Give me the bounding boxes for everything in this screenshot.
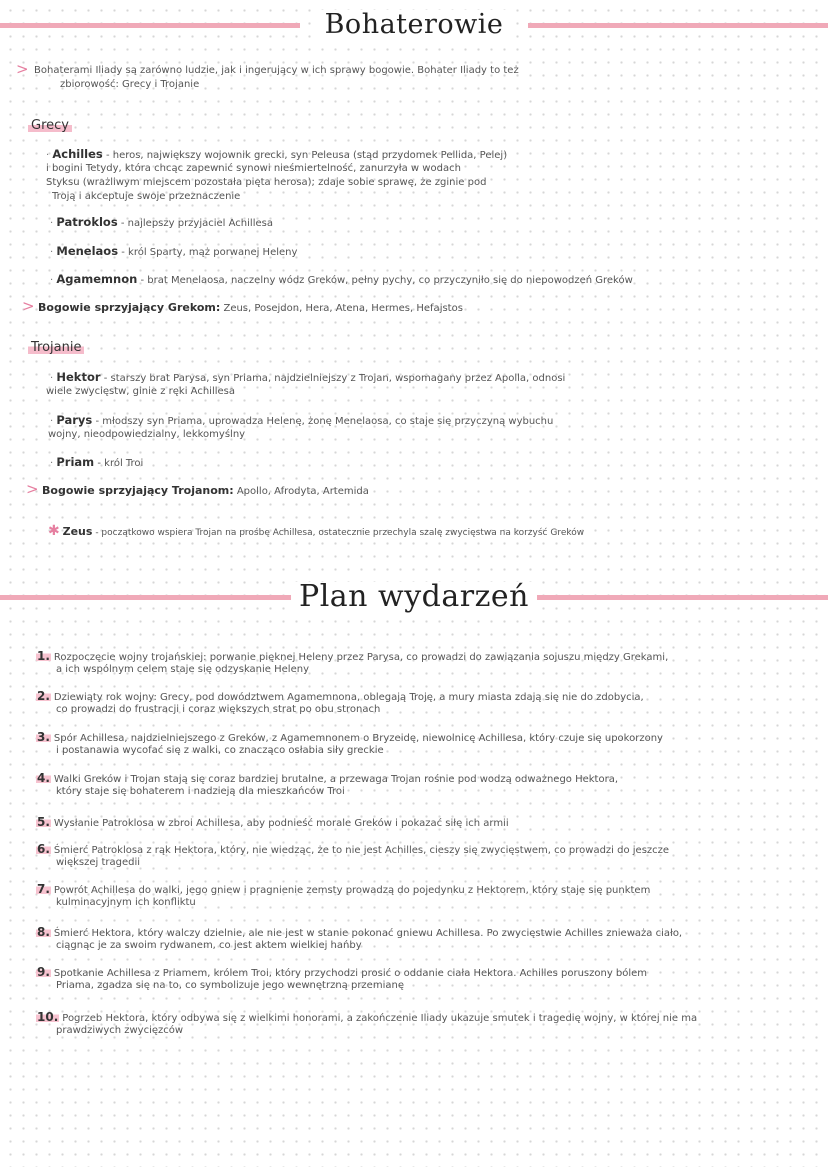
asterisk-icon: ✱	[48, 523, 60, 539]
achilles-desc-1: - heros, największy wojownik grecki, syn Peleusa (stąd przydomek Pellida, Pelej)	[105, 150, 508, 161]
event-text: Spotkanie Achillesa z Priamem, królem Troi, który przychodzi prosić o oddanie ciała Hektora. Achilles poruszony bólem	[53, 968, 648, 979]
bullet-icon: ·	[50, 458, 54, 469]
event-number: 2.	[37, 689, 50, 703]
menelaos-desc: - król Sparty, mąż porwanej Heleny	[121, 247, 298, 258]
heading-trojanie: Trojanie	[28, 340, 84, 355]
event-item	[36, 731, 776, 757]
zeus-note-line	[48, 525, 584, 539]
priam-line	[50, 456, 143, 470]
title-divider-right	[503, 595, 828, 600]
section-title-band	[0, 10, 828, 40]
intro-line-1: Bohaterami Iliady są zarówno ludzie, jak i ingerujący w ich sprawy bogowie. Bohater Iliady to też	[34, 65, 519, 76]
title-divider-left	[0, 595, 300, 600]
event-item	[36, 883, 776, 909]
menelaos-line	[50, 245, 297, 259]
event-text: Rozpoczęcie wojny trojańskiej: porwanie pięknej Heleny przez Parysa, co prowadzi do zawiązania sojuszu między Grekami,	[53, 652, 669, 663]
event-item	[36, 843, 776, 869]
gods-grecy-line	[38, 302, 463, 315]
event-number: 5.	[37, 815, 50, 829]
event-text-cont: kulminacyjnym ich konfliktu	[56, 897, 196, 908]
event-text: Śmierć Hektora, który walczy dzielnie, ale nie jest w stanie pokonać gniewu Achillesa. Po zwycięstwie Achilles znieważa ciało,	[53, 928, 683, 939]
event-number: 8.	[37, 925, 50, 939]
event-number: 10.	[37, 1010, 59, 1024]
gods-grecy-list: Zeus, Posejdon, Hera, Atena, Hermes, Hefajstos	[223, 303, 463, 314]
event-text: Walki Greków i Trojan stają się coraz bardziej brutalne, a przewaga Trojan rośnie pod wodzą odważnego Hektora,	[53, 774, 619, 785]
event-text: Wysłanie Patroklosa w zbroi Achillesa, aby podnieść morale Greków i pokazać siłę ich armii	[53, 818, 509, 829]
bullet-icon: ·	[50, 373, 54, 384]
event-number: 1.	[37, 649, 50, 663]
event-text-cont: co prowadzi do frustracji i coraz większych strat po obu stronach	[56, 704, 381, 715]
title-divider-left	[0, 23, 300, 28]
section-title-plan-wydarzen: Plan wydarzeń	[291, 582, 537, 612]
hektor-line-1	[50, 371, 565, 385]
event-item	[36, 926, 776, 952]
event-text-cont: większej tragedii	[56, 857, 141, 868]
parys-line-2: wojny, nieodpowiedzialny, lekkomyślny	[48, 429, 246, 440]
event-item	[36, 1011, 776, 1037]
event-text-cont: Priama, zgadza się na to, co symbolizuje jego wewnętrzną przemianę	[56, 980, 404, 991]
event-item	[36, 966, 776, 992]
bullet-icon: ·	[50, 218, 54, 229]
parys-line-1	[50, 414, 553, 428]
zeus-note-name: Zeus	[62, 525, 93, 538]
bullet-icon: ·	[46, 150, 50, 161]
event-item	[36, 690, 776, 716]
gods-trojanie-list: Apollo, Afrodyta, Artemida	[236, 486, 369, 497]
hero-name-parys: Parys	[56, 413, 93, 427]
hektor-desc-1: - starszy brat Parysa, syn Priama, najdzielniejszy z Trojan, wspomagany przez Apolla, odnosi	[103, 373, 566, 384]
event-text: Powrót Achillesa do walki, jego gniew i pragnienie zemsty prowadzą do pojedynku z Hektorem, który staje się punktem	[53, 885, 651, 896]
event-item	[36, 772, 776, 798]
bullet-icon: ·	[50, 275, 54, 286]
agamemnon-line	[50, 273, 633, 287]
event-number: 6.	[37, 842, 50, 856]
title-divider-right	[528, 23, 828, 28]
event-text: Śmierć Patroklosa z rąk Hektora, który, nie wiedząc, że to nie jest Achilles, cieszy się zwycięstwem, co prowadzi do jeszcze	[53, 845, 670, 856]
hero-name-agamemnon: Agamemnon	[56, 272, 138, 286]
gods-grecy-label: Bogowie sprzyjający Grekom:	[38, 301, 221, 314]
event-number: 4.	[37, 771, 50, 785]
arrow-icon: >	[16, 60, 29, 78]
hektor-line-2: wiele zwycięstw, ginie z ręki Achillesa	[46, 386, 235, 397]
hero-name-patroklos: Patroklos	[56, 215, 118, 229]
section-title-band	[0, 579, 828, 614]
hero-name-menelaos: Menelaos	[56, 244, 119, 258]
bullet-icon: ·	[50, 416, 54, 427]
hero-name-hektor: Hektor	[56, 370, 101, 384]
event-text: Pogrzeb Hektora, który odbywa się z wielkimi honorami, a zakończenie Iliady ukazuje smutek i tragedię wojny, w której nie ma	[62, 1013, 698, 1024]
achilles-line-2: i bogini Tetydy, która chcąc zapewnić synowi nieśmiertelność, zanurzyła w wodach	[46, 163, 461, 174]
event-text: Dziewiąty rok wojny: Grecy, pod dowództwem Agamemnona, oblegają Troję, a mury miasta zdają się nie do zdobycia,	[53, 692, 644, 703]
achilles-line-1	[46, 148, 507, 162]
event-number: 9.	[37, 965, 50, 979]
event-text: Spór Achillesa, najdzielniejszego z Greków, z Agamemnonem o Bryzeidę, niewolnicę Achillesa, który czuje się upokorzony	[53, 733, 663, 744]
arrow-icon: >	[22, 297, 35, 315]
zeus-note-text: - początkowo wspiera Trojan na prośbę Achillesa, ostatecznie przechyla szalę zwycięstwa na korzyść Greków	[95, 528, 585, 538]
event-number: 3.	[37, 730, 50, 744]
event-text-cont: a ich wspólnym celem staje się odzyskanie Heleny	[56, 664, 309, 675]
achilles-line-3: Styksu (wrażliwym miejscem pozostała pięta herosa); zdaje sobie sprawę, że zginie pod	[46, 177, 487, 188]
arrow-icon: >	[26, 480, 39, 498]
hero-name-priam: Priam	[56, 455, 95, 469]
event-text-cont: ciągnąc je za swoim rydwanem, co jest aktem wielkiej hańby	[56, 940, 362, 951]
event-item	[36, 650, 776, 676]
agamemnon-desc: - brat Menelaosa, naczelny wódz Greków, pełny pychy, co przyczyniło się do niepowodzeń Greków	[140, 275, 633, 286]
event-text-cont: prawdziwych zwycięzców	[56, 1025, 184, 1036]
achilles-line-4: Troją i akceptuje swoje przeznaczenie	[52, 191, 241, 202]
event-item	[36, 816, 776, 830]
event-text-cont: który staje się bohaterem i nadzieją dla mieszkańców Troi	[56, 786, 345, 797]
gods-trojanie-line	[42, 485, 369, 498]
bullet-icon: ·	[50, 247, 54, 258]
priam-desc: - król Troi	[97, 458, 144, 469]
gods-trojanie-label: Bogowie sprzyjający Trojanom:	[42, 484, 234, 497]
event-text-cont: i postanawia wycofać się z walki, co znacząco osłabia siły greckie	[56, 745, 384, 756]
section-title-bohaterowie: Bohaterowie	[317, 10, 512, 40]
intro-line-2: zbiorowość: Grecy i Trojanie	[60, 79, 200, 90]
parys-desc-1: - młodszy syn Priama, uprowadza Helenę, żonę Menelaosa, co staje się przyczyną wybuchu	[95, 416, 554, 427]
event-number: 7.	[37, 882, 50, 896]
heading-grecy: Grecy	[28, 118, 72, 133]
hero-name-achilles: Achilles	[52, 147, 103, 161]
patroklos-desc: - najlepszy przyjaciel Achillesa	[120, 218, 273, 229]
patroklos-line	[50, 216, 273, 230]
